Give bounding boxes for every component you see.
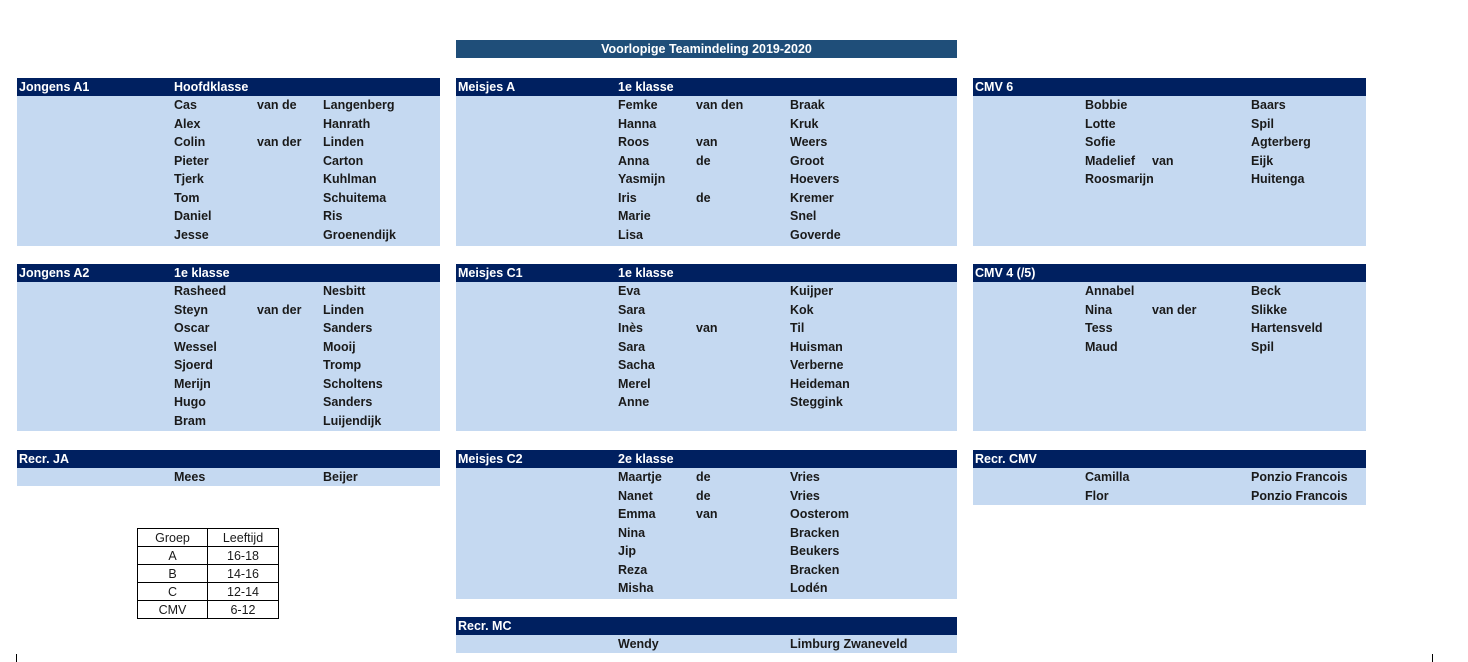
team-name: Jongens A1 <box>19 80 90 94</box>
player-row <box>973 115 1366 134</box>
team-name: Meisjes C1 <box>458 266 523 280</box>
team-name: CMV 6 <box>975 80 1014 94</box>
player-first-name: Madelief <box>1085 153 1136 168</box>
player-row <box>17 226 440 245</box>
team-roster <box>973 468 1366 505</box>
player-row <box>973 282 1366 301</box>
player-row <box>456 282 957 301</box>
player-last-name: Kuijper <box>790 284 834 298</box>
team-name: Recr. JA <box>19 452 70 466</box>
legend-group: CMV <box>138 601 208 619</box>
player-row <box>456 133 957 152</box>
player-last-name: Bracken <box>790 562 840 577</box>
player-last-name: Eijk <box>1251 153 1274 168</box>
player-row <box>456 635 957 654</box>
team-roster <box>17 96 440 246</box>
player-first-name: Tom <box>174 190 200 205</box>
legend-row <box>138 583 279 601</box>
team-roster <box>456 468 957 599</box>
team-header <box>973 264 1366 282</box>
player-first-name: Nanet <box>618 488 653 503</box>
player-last-name: Beukers <box>790 544 840 558</box>
player-first-name: Inès <box>618 321 644 335</box>
player-row <box>456 189 957 208</box>
player-first-name: Camilla <box>1085 470 1130 484</box>
player-row <box>973 319 1366 338</box>
player-last-name: Huitenga <box>1251 172 1305 186</box>
player-first-name: Tjerk <box>174 172 204 186</box>
player-name-prefix: van der <box>1152 302 1197 317</box>
player-row <box>17 468 440 487</box>
legend-row <box>138 601 279 619</box>
player-name-prefix: van der <box>257 302 302 317</box>
player-first-name: Roosmarijn <box>1085 172 1154 186</box>
team-league: Hoofdklasse <box>174 80 249 94</box>
player-first-name: Emma <box>618 507 656 521</box>
player-last-name: Luijendijk <box>323 413 382 428</box>
player-first-name: Wendy <box>618 637 659 651</box>
team-cmv4 <box>973 264 1366 431</box>
player-last-name: Goverde <box>790 227 841 242</box>
player-first-name: Sacha <box>618 358 655 372</box>
player-row <box>973 170 1366 189</box>
team-roster <box>17 282 440 431</box>
team-jongens-a2 <box>17 264 440 431</box>
legend-header-age: Leeftijd <box>208 529 279 547</box>
player-last-name: Ponzio Francois <box>1251 470 1348 484</box>
team-name: Meisjes A <box>458 80 516 94</box>
legend-age: 14-16 <box>208 565 279 583</box>
player-first-name: Femke <box>618 98 658 112</box>
team-header <box>973 78 1366 96</box>
player-row <box>456 468 957 487</box>
player-first-name: Maartje <box>618 470 662 484</box>
player-last-name: Oosterom <box>790 507 850 521</box>
player-last-name: Spil <box>1251 116 1274 131</box>
player-row <box>456 505 957 524</box>
player-name-prefix: van <box>696 321 718 335</box>
player-first-name: Pieter <box>174 153 209 168</box>
player-last-name: Ris <box>323 209 343 223</box>
player-last-name: Hanrath <box>323 116 371 131</box>
player-row <box>17 133 440 152</box>
player-name-prefix: de <box>696 488 711 503</box>
player-row <box>456 393 957 412</box>
player-last-name: Limburg Zwaneveld <box>790 637 908 651</box>
player-last-name: Kok <box>790 302 814 317</box>
player-last-name: Til <box>790 321 805 335</box>
team-league: 1e klasse <box>618 266 674 280</box>
player-last-name: Beck <box>1251 284 1281 298</box>
team-league: 2e klasse <box>618 452 674 466</box>
player-row <box>17 393 440 412</box>
player-row <box>17 319 440 338</box>
team-header <box>973 450 1366 468</box>
player-row <box>456 579 957 598</box>
player-first-name: Reza <box>618 562 648 577</box>
player-row <box>456 524 957 543</box>
team-header <box>17 264 440 282</box>
player-first-name: Mees <box>174 470 206 484</box>
player-last-name: Scholtens <box>323 376 383 391</box>
player-name-prefix: de <box>696 190 711 205</box>
player-first-name: Hugo <box>174 395 206 409</box>
player-row <box>17 282 440 301</box>
player-row <box>456 301 957 320</box>
team-meisjes-c1 <box>456 264 957 431</box>
player-row <box>17 338 440 357</box>
team-meisjes-a <box>456 78 957 246</box>
player-row <box>456 356 957 375</box>
player-last-name: Steggink <box>790 395 843 409</box>
player-name-prefix: de <box>696 153 711 168</box>
player-last-name: Kuhlman <box>323 172 377 186</box>
team-name: CMV 4 (/5) <box>975 266 1036 280</box>
player-name-prefix: van der <box>257 135 302 149</box>
player-first-name: Wessel <box>174 339 217 354</box>
player-first-name: Merijn <box>174 376 211 391</box>
player-first-name: Colin <box>174 135 206 149</box>
age-group-legend <box>137 528 279 619</box>
player-row <box>456 152 957 171</box>
player-first-name: Annabel <box>1085 284 1135 298</box>
player-last-name: Slikke <box>1251 302 1288 317</box>
team-header <box>456 450 957 468</box>
player-row <box>456 542 957 561</box>
player-first-name: Sara <box>618 302 646 317</box>
legend-group: A <box>138 547 208 565</box>
player-first-name: Daniel <box>174 209 212 223</box>
player-last-name: Mooij <box>323 339 356 354</box>
team-name: Jongens A2 <box>19 266 90 280</box>
player-last-name: Langenberg <box>323 98 395 112</box>
team-header <box>17 78 440 96</box>
player-row <box>17 189 440 208</box>
legend-group: C <box>138 583 208 601</box>
player-last-name: Schuitema <box>323 190 387 205</box>
player-first-name: Steyn <box>174 302 209 317</box>
player-last-name: Tromp <box>323 358 362 372</box>
team-roster <box>17 468 440 486</box>
player-last-name: Vries <box>790 470 820 484</box>
player-row <box>17 96 440 115</box>
legend-age: 12-14 <box>208 583 279 601</box>
player-row <box>456 96 957 115</box>
player-row <box>17 152 440 171</box>
team-roster <box>456 635 957 653</box>
legend-header-group: Groep <box>138 529 208 547</box>
player-first-name: Eva <box>618 284 641 298</box>
player-last-name: Weers <box>790 135 828 149</box>
player-name-prefix: van <box>696 135 718 149</box>
player-first-name: Maud <box>1085 339 1118 354</box>
player-first-name: Sara <box>618 339 646 354</box>
team-name: Recr. MC <box>458 619 512 633</box>
player-first-name: Rasheed <box>174 284 227 298</box>
player-row <box>456 319 957 338</box>
player-first-name: Tess <box>1085 321 1113 335</box>
player-row <box>456 207 957 226</box>
player-row <box>973 468 1366 487</box>
player-first-name: Bram <box>174 413 206 428</box>
player-last-name: Sanders <box>323 321 373 335</box>
team-name: Meisjes C2 <box>458 452 523 466</box>
team-recr-ja <box>17 450 440 486</box>
team-roster <box>973 282 1366 431</box>
player-last-name: Spil <box>1251 339 1274 354</box>
player-first-name: Lisa <box>618 227 644 242</box>
player-first-name: Cas <box>174 98 197 112</box>
team-league: 1e klasse <box>618 80 674 94</box>
player-first-name: Lotte <box>1085 116 1116 131</box>
legend-row <box>138 565 279 583</box>
team-jongens-a1 <box>17 78 440 246</box>
player-first-name: Hanna <box>618 116 657 131</box>
player-last-name: Ponzio Francois <box>1251 488 1348 503</box>
player-last-name: Groot <box>790 153 825 168</box>
player-name-prefix: van den <box>696 98 744 112</box>
player-last-name: Huisman <box>790 339 843 354</box>
player-first-name: Roos <box>618 135 650 149</box>
player-row <box>973 301 1366 320</box>
player-last-name: Hoevers <box>790 172 840 186</box>
team-name: Recr. CMV <box>975 452 1037 466</box>
player-row <box>17 301 440 320</box>
player-row <box>973 487 1366 506</box>
legend-row <box>138 547 279 565</box>
player-first-name: Jesse <box>174 227 209 242</box>
player-first-name: Jip <box>618 544 637 558</box>
team-roster <box>973 96 1366 246</box>
player-first-name: Nina <box>618 525 646 540</box>
team-header <box>456 617 957 635</box>
player-last-name: Braak <box>790 98 825 112</box>
player-name-prefix: van <box>696 507 718 521</box>
player-row <box>973 133 1366 152</box>
player-first-name: Merel <box>618 376 651 391</box>
legend-age: 6-12 <box>208 601 279 619</box>
player-last-name: Agterberg <box>1251 135 1311 149</box>
page-edge-mark-left <box>16 654 17 662</box>
player-last-name: Snel <box>790 209 817 223</box>
player-last-name: Vries <box>790 488 820 503</box>
player-last-name: Bracken <box>790 525 840 540</box>
team-league: 1e klasse <box>174 266 230 280</box>
player-name-prefix: van <box>1152 153 1174 168</box>
team-roster <box>456 96 957 246</box>
player-last-name: Verberne <box>790 358 844 372</box>
player-row <box>456 561 957 580</box>
team-header <box>17 450 440 468</box>
team-header <box>456 78 957 96</box>
player-name-prefix: van de <box>257 98 297 112</box>
legend-age: 16-18 <box>208 547 279 565</box>
player-last-name: Lodén <box>790 581 828 595</box>
player-last-name: Linden <box>323 135 364 149</box>
team-roster <box>456 282 957 431</box>
player-first-name: Yasmijn <box>618 172 666 186</box>
player-row <box>17 356 440 375</box>
player-last-name: Heideman <box>790 376 850 391</box>
player-first-name: Iris <box>618 190 637 205</box>
player-first-name: Anna <box>618 153 650 168</box>
player-first-name: Alex <box>174 116 201 131</box>
team-recr-cmv <box>973 450 1366 505</box>
player-last-name: Carton <box>323 153 364 168</box>
player-last-name: Hartensveld <box>1251 321 1323 335</box>
team-cmv6 <box>973 78 1366 246</box>
player-row <box>17 170 440 189</box>
player-last-name: Nesbitt <box>323 284 366 298</box>
player-row <box>973 338 1366 357</box>
player-row <box>17 115 440 134</box>
player-row <box>973 152 1366 171</box>
player-row <box>17 412 440 431</box>
legend-header-row <box>138 529 279 547</box>
player-first-name: Flor <box>1085 488 1109 503</box>
player-first-name: Misha <box>618 581 654 595</box>
player-first-name: Marie <box>618 209 651 223</box>
team-header <box>456 264 957 282</box>
player-first-name: Bobbie <box>1085 98 1128 112</box>
player-first-name: Anne <box>618 395 650 409</box>
player-row <box>973 96 1366 115</box>
page-title: Voorlopige Teamindeling 2019-2020 <box>456 40 957 58</box>
player-row <box>456 170 957 189</box>
legend-group: B <box>138 565 208 583</box>
page-edge-mark-right <box>1432 654 1433 662</box>
player-last-name: Kruk <box>790 116 819 131</box>
player-first-name: Sjoerd <box>174 358 213 372</box>
player-row <box>17 207 440 226</box>
player-last-name: Beijer <box>323 470 358 484</box>
player-last-name: Sanders <box>323 395 373 409</box>
player-row <box>456 338 957 357</box>
player-first-name: Nina <box>1085 302 1113 317</box>
player-last-name: Groenendijk <box>323 227 396 242</box>
player-row <box>17 375 440 394</box>
player-last-name: Linden <box>323 302 364 317</box>
player-row <box>456 487 957 506</box>
player-name-prefix: de <box>696 470 711 484</box>
player-row <box>456 375 957 394</box>
team-meisjes-c2 <box>456 450 957 599</box>
player-last-name: Kremer <box>790 190 834 205</box>
player-first-name: Sofie <box>1085 135 1116 149</box>
player-last-name: Baars <box>1251 98 1286 112</box>
player-first-name: Oscar <box>174 321 210 335</box>
player-row <box>456 115 957 134</box>
player-row <box>456 226 957 245</box>
team-recr-mc <box>456 617 957 653</box>
